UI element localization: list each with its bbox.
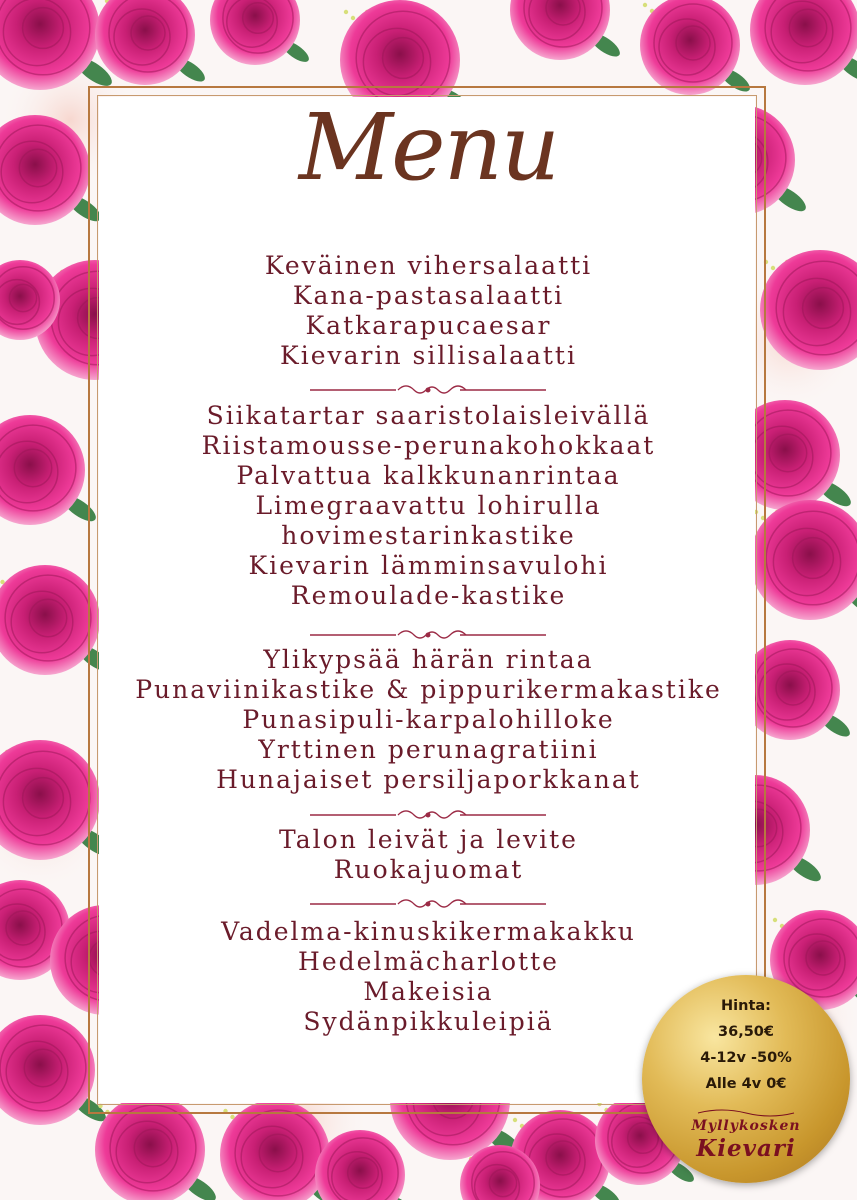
ornament-divider [310, 897, 546, 911]
child-price: 4-12v -50% [700, 1050, 792, 1066]
menu-item: Punaviinikastike & pippurikermakastike [135, 675, 722, 704]
menu-section-4 [0, 825, 857, 885]
infant-price: Alle 4v 0€ [705, 1076, 787, 1092]
menu-section-2 [0, 401, 857, 611]
menu-item: Ruokajuomat [333, 855, 524, 884]
menu-item: Siikatartar saaristolaisleivällä [206, 401, 651, 430]
menu-item: Yrttinen perunagratiini [258, 735, 599, 764]
menu-section-3 [0, 645, 857, 795]
menu-item: Keväinen vihersalaatti [264, 251, 593, 280]
ornament-divider [310, 808, 546, 822]
menu-item: Kievarin lämminsavulohi [248, 551, 609, 580]
menu-item: Hedelmächarlotte [298, 947, 559, 976]
menu-item: Makeisia [363, 977, 494, 1006]
menu-item: Talon leivät ja levite [279, 825, 578, 854]
ornament-divider [310, 628, 546, 642]
menu-item: Punasipuli-karpalohilloke [242, 705, 615, 734]
menu-item: Kievarin sillisalaatti [280, 341, 577, 370]
menu-title: Menu [298, 94, 559, 201]
price-label: Hinta: [721, 998, 771, 1014]
menu-item: Remoulade-kastike [290, 581, 567, 610]
menu-item: Sydänpikkuleipiä [303, 1007, 554, 1036]
menu-item: Palvattua kalkkunanrintaa [236, 461, 621, 490]
menu-item: Ylikypsää härän rintaa [263, 645, 594, 674]
price-value: 36,50€ [718, 1024, 774, 1040]
ornament-divider [310, 383, 546, 397]
menu-item: Katkarapucaesar [305, 311, 552, 340]
logo-flourish-icon [696, 1109, 796, 1117]
price-badge [642, 975, 850, 1183]
menu-item: Vadelma-kinuskikermakakku [221, 917, 636, 946]
menu-item: Limegraavattu lohirulla [255, 491, 602, 520]
menu-item: Riistamousse-perunakohokkaat [201, 431, 656, 460]
menu-item: Hunajaiset persiljaporkkanat [216, 765, 641, 794]
logo-text-bottom: Kievari [696, 1135, 796, 1162]
menu-item: Kana-pastasalaatti [292, 281, 565, 310]
logo-text-top: Myllykosken [691, 1118, 801, 1134]
menu-item: hovimestarinkastike [281, 521, 576, 550]
menu-section-1 [0, 251, 857, 371]
